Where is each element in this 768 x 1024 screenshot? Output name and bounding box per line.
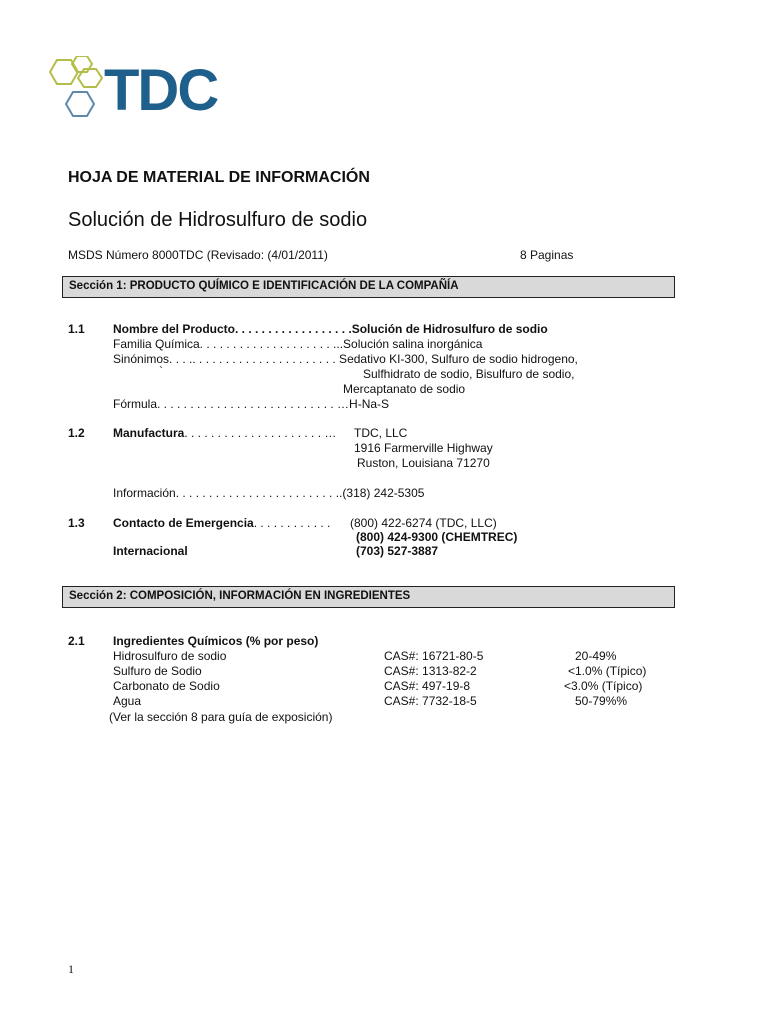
tdc-logo — [36, 56, 236, 133]
ingredient-name: Sulfuro de Sodio — [113, 664, 202, 678]
manufacturer-label: Manufactura — [113, 426, 185, 440]
section-2-title: Sección 2: COMPOSICIÓN, INFORMACIÓN EN INGREDIENTES — [69, 590, 411, 602]
logo-text: TDC — [104, 58, 218, 123]
document-title: HOJA DE MATERIAL DE INFORMACIÓN — [68, 169, 370, 186]
manufacturer-dots: . . . . . . . . . . . . . . . . . . . . . … — [184, 426, 337, 440]
synonyms-line-2: Sulfhidrato de sodio, Bisulfuro de sodio, — [363, 367, 575, 381]
ingredient-cas: CAS#: 7732-18-5 — [384, 694, 477, 708]
section-1-header — [62, 276, 675, 298]
international-phone: (703) 527-3887 — [356, 544, 439, 558]
manufacturer-address: 1916 Farmerville Highway — [354, 441, 493, 455]
product-name-label: Nombre del Producto. . . . . . . . . . . . . . . . . . — [113, 322, 352, 336]
emergency-contact-label: Contacto de Emergencia — [113, 516, 254, 530]
section-2-1-number: 2.1 — [68, 634, 85, 648]
product-name-line — [113, 322, 548, 336]
section-2-header — [62, 586, 675, 608]
section-1-2-number: 1.2 — [68, 426, 85, 440]
exposure-note: (Ver la sección 8 para guía de exposición) — [109, 710, 333, 724]
ingredient-percent: 50-79%% — [575, 694, 628, 708]
ingredient-cas: CAS#: 16721-80-5 — [384, 649, 484, 663]
emergency-phone-chemtrec: (800) 424-9300 (CHEMTREC) — [356, 530, 518, 544]
product-title: Solución de Hidrosulfuro de sodio — [68, 209, 368, 231]
ingredients-heading: Ingredientes Químicos (% por peso) — [113, 634, 319, 648]
ingredient-percent: 20-49% — [575, 649, 617, 663]
emergency-phone-tdc: (800) 422-6274 (TDC, LLC) — [350, 516, 497, 530]
page-number: 1 — [68, 962, 74, 976]
msds-number: MSDS Número 8000TDC (Revisado: (4/01/2011) — [68, 248, 328, 262]
information-phone: Información. . . . . . . . . . . . . . . . . . . . . . . . ..(318) 242-5305 — [113, 486, 425, 500]
page-count: 8 Paginas — [520, 248, 574, 262]
emergency-contact-line — [113, 516, 330, 530]
ingredient-cas: CAS#: 497-19-8 — [384, 679, 471, 693]
product-name-value: Solución de Hidrosulfuro de sodio — [351, 322, 548, 336]
section-1-1-number: 1.1 — [68, 322, 85, 336]
section-1-3-number: 1.3 — [68, 516, 85, 530]
ingredient-cas: CAS#: 1313-82-2 — [384, 664, 477, 678]
synonyms-line-1: Sinónimos. . . .. . . . . . . . . . . . . . . . . . . . . . Sedativo KI-300, Sulfuro de sodio hidrogeno, — [113, 352, 578, 366]
chemical-family: Familia Química. . . . . . . . . . . . . . . . . . . . ...Solución salina inorgánica — [113, 337, 483, 351]
formula-line: Fórmula. . . . . . . . . . . . . . . . . . . . . . . . . . . …H-Na-S — [113, 397, 390, 411]
ingredient-percent: <3.0% (Típico) — [564, 679, 643, 693]
synonyms-line-3: Mercaptanato de sodio — [343, 382, 466, 396]
hexagon-cluster-icon — [36, 56, 236, 128]
manufacturer-line — [113, 426, 336, 440]
ingredient-name: Carbonato de Sodio — [113, 679, 220, 693]
section-1-title: Sección 1: PRODUCTO QUÍMICO E IDENTIFICACIÓN DE LA COMPAÑÍA — [69, 280, 459, 292]
emergency-dots: . . . . . . . . . . . . — [253, 516, 331, 530]
ingredient-percent: <1.0% (Típico) — [568, 664, 647, 678]
stray-mark: ` — [159, 364, 163, 378]
international-label: Internacional — [113, 544, 188, 558]
ingredient-name: Agua — [113, 694, 142, 708]
manufacturer-city: Ruston, Louisiana 71270 — [357, 456, 490, 470]
manufacturer-company: TDC, LLC — [354, 426, 408, 440]
ingredient-name: Hidrosulfuro de sodio — [113, 649, 227, 663]
